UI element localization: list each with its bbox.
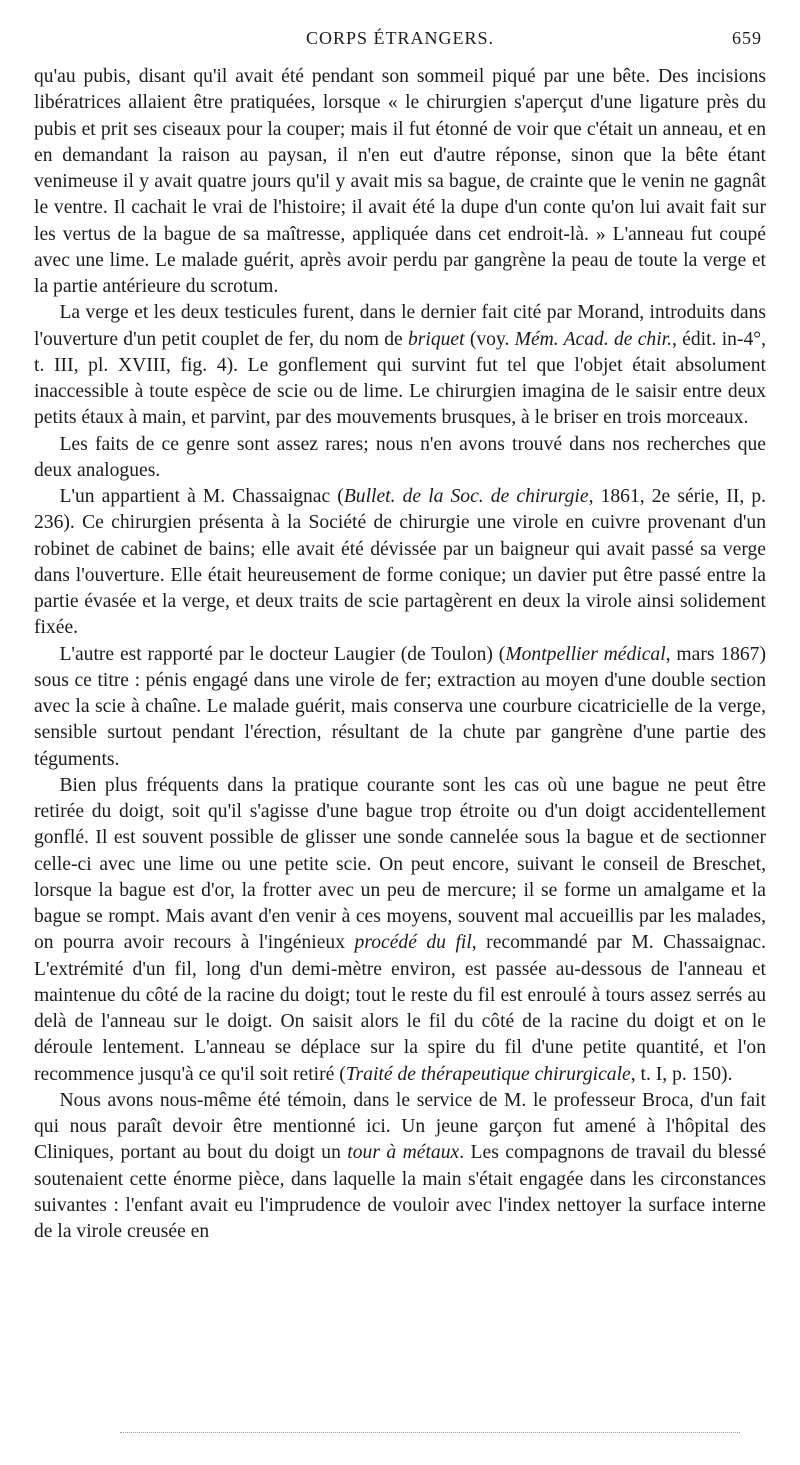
text-run: qu'au pubis, disant qu'il avait été pendant son sommeil piqué par une bête. Des incisions libératrices allaient être pratiquées, lorsque « le chirurgien s'aperçut d'une ligature près du pubis et prit ses ciseaux pour la couper; mais il fut étonné de voir que c'était un anneau, et en en demandant la raison au paysan, il n'en eut d'autre réponse, sinon que la bête étant venimeuse il y avait quatre jours qu'il y avait mis sa bague, de crainte que le venin ne gagnât le ventre. Il cachait le vrai de l'histoire; il avait été la dupe d'un conte qu'on lui avait fait sur les vertus de la bague de sa maîtresse, appliquée dans cet endroit-là. » L'anneau fut coupé avec une lime. Le malade guérit, après avoir perdu par gangrène la peau de toute la verge et la partie antérieure du scrotum. bbox=[34, 66, 766, 297]
paragraph bbox=[34, 64, 766, 300]
running-header bbox=[34, 28, 766, 52]
paragraph bbox=[34, 1088, 766, 1246]
text-run: . Les compagnons de travail du blessé soutenaient cette énorme pièce, dans laquelle la main s'était engagée dans les circonstances suivantes : l'enfant avait eu l'imprudence de vouloir avec l'index nettoyer la surface interne de la virole creusée en bbox=[34, 1142, 767, 1242]
text-run: L'un appartient à M. Chassaignac ( bbox=[59, 486, 344, 507]
text-run: , mars 1867) sous ce titre : pénis engagé dans une virole de fer; extraction au moyen d'une double section avec la scie à chaîne. Le malade guérit, mais conserva une courbure cicatricielle de la verge, sensible surtout pendant l'érection, résultant de la chute par gangrène d'une partie des téguments. bbox=[34, 643, 767, 770]
running-title: CORPS ÉTRANGERS. bbox=[305, 28, 495, 48]
text-run: Bien plus fréquents dans la pratique courante sont les cas où une bague ne peut être retirée du doigt, soit qu'il s'agisse d'une bague trop étroite ou d'un doigt accidentellement gonflé. Il est souvent possible de glisser une sonde cannelée sous la bague et de sectionner celle-ci avec une lime ou une petite scie. On peut encore, suivant le conseil de Breschet, lorsque la bague est d'or, la frotter avec un peu de mercure; il se forme un amalgame et la bague se rompt. Mais avant d'en venir à ces moyens, souvent mal accueillis par les malades, on pourra avoir recours à l'ingénieux bbox=[34, 774, 766, 954]
text-run: , 1861, 2e série, II, p. 236). Ce chirurgien présenta à la Société de chirurgie une virole en cuivre provenant d'un robinet de cabinet de bains; elle avait été dévissée par un baigneur qui avait passé sa verge dans l'ouverture. Elle était heureusement de forme conique; un davier put être passé entre la partie évasée et la verge, et deux traits de scie partagèrent en deux la virole ainsi solidement fixée. bbox=[34, 486, 767, 639]
italic-citation: Mém. Acad. de chir. bbox=[514, 328, 673, 350]
text-run: , édit. in-4°, t. III, pl. XVIII, fig. 4). Le gonflement qui survint fut tel que l'objet était absolument inaccessible à toute espèce de scie ou de lime. Le chirurgien imagina de le saisir entre deux petits étaux à main, et parvint, par des mouvements brusques, à le briser en trois morceaux. bbox=[34, 328, 766, 429]
text-run: Les faits de ce genre sont assez rares; nous n'en avons trouvé dans nos recherches que deux analogues. bbox=[34, 433, 766, 481]
text-run: L'autre est rapporté par le docteur Laugier (de Toulon) ( bbox=[59, 643, 506, 665]
italic-citation: tour à métaux bbox=[347, 1142, 460, 1164]
text-run: (voy. bbox=[464, 328, 515, 350]
body-text bbox=[34, 64, 766, 1245]
italic-citation: Traité de thérapeutique chirurgicale bbox=[345, 1063, 631, 1085]
paragraph bbox=[34, 300, 766, 431]
text-run: , recommandé par M. Chassaignac. L'extrémité d'un fil, long d'un demi-mètre environ, est passée au-dessous de l'anneau et maintenue du côté de la racine du doigt; tout le reste du fil est enroulé à tours assez serrés au delà de l'anneau sur le doigt. On saisit alors le fil du côté de la racine du doigt et on le déroule lentement. L'anneau se déplace sur la spire du fil d'une petite quantité, et l'on recommence jusqu'à ce qu'il soit retiré ( bbox=[34, 932, 766, 1085]
text-run: , t. I, p. 150). bbox=[630, 1063, 733, 1085]
text-run: Nous avons nous-même été témoin, dans le service de M. le professeur Broca, d'un fait qui nous paraît devoir être mentionné ici. Un jeune garçon fut amené à l'hôpital des Cliniques, portant au bout du doigt un bbox=[34, 1089, 766, 1164]
italic-citation: Montpellier médical bbox=[505, 643, 666, 665]
italic-citation: procédé du fil bbox=[354, 932, 472, 954]
paragraph bbox=[34, 432, 766, 485]
bleed-through-trace bbox=[120, 1432, 740, 1435]
page-number: 659 bbox=[732, 28, 762, 48]
italic-citation: Bullet. de la Soc. de chirurgie bbox=[343, 486, 589, 507]
italic-citation: briquet bbox=[407, 328, 465, 350]
paragraph bbox=[34, 484, 766, 642]
text-run: La verge et les deux testicules furent, dans le dernier fait cité par Morand, introduits dans l'ouverture d'un petit couplet de fer, du nom de bbox=[34, 302, 766, 350]
paragraph bbox=[34, 642, 766, 773]
paragraph bbox=[34, 773, 766, 1088]
